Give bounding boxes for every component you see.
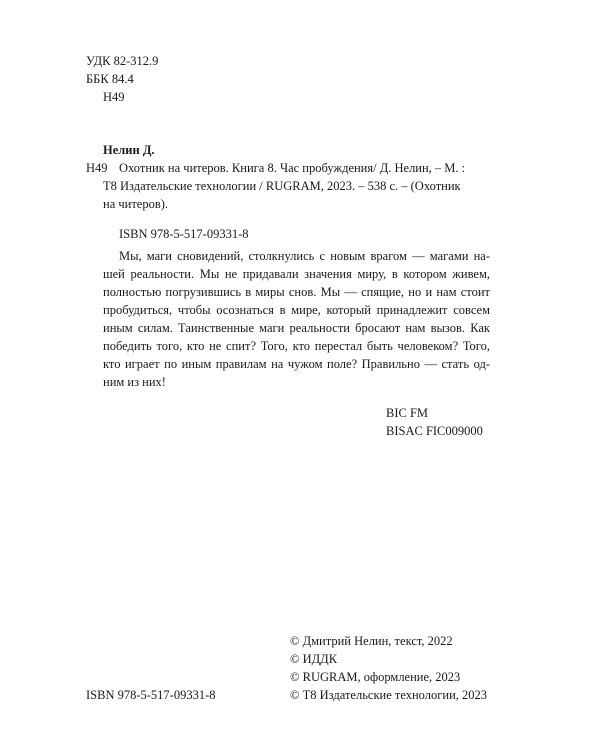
- description-line-3: на читеров).: [103, 197, 169, 211]
- bisac-code: BISAC FIC009000: [386, 424, 483, 438]
- description-line-1: Охотник на читеров. Книга 8. Час пробуждения/ Д. Нелин, – М. :: [119, 161, 466, 175]
- copyright-line: © ИДДК: [290, 652, 338, 666]
- description-line-2: Т8 Издательские технологии / RUGRAM, 2023. – 538 с. – (Охотник: [103, 179, 461, 193]
- bic-code: BIC FM: [386, 406, 429, 420]
- author-mark: Н49: [103, 90, 125, 104]
- footer-isbn: ISBN 978-5-517-09331-8: [86, 688, 216, 702]
- annotation-line: полностью погрузившись в миры снов. Мы — спящие, но и нам стоит: [103, 285, 490, 299]
- annotation-line: кто играет по иным правилам на чужом поле? Правильно — стать од-: [103, 357, 490, 371]
- author-heading: Нелин Д.: [103, 143, 155, 157]
- isbn-line: ISBN 978-5-517-09331-8: [119, 227, 249, 241]
- copyright-line: © Дмитрий Нелин, текст, 2022: [290, 634, 453, 648]
- bbk-code: ББК 84.4: [86, 72, 134, 86]
- annotation-line: Мы, маги сновидений, столкнулись с новым врагом — магами на-: [119, 249, 490, 263]
- author-mark-left: Н49: [86, 161, 108, 175]
- annotation-line: шей реальности. Мы не придавали значения миру, в котором живем,: [103, 267, 490, 281]
- annotation-line: иным силам. Таинственные маги реальности бросают нам вызов. Как: [103, 321, 490, 335]
- copyright-line: © Т8 Издательские технологии, 2023: [290, 688, 488, 702]
- annotation-line: победить того, кто не спит? Того, кто перестал быть человеком? Того,: [103, 339, 490, 353]
- annotation-line: ним из них!: [103, 375, 166, 389]
- udk-code: УДК 82-312.9: [86, 54, 159, 68]
- copyright-line: © RUGRAM, оформление, 2023: [290, 670, 461, 684]
- annotation-line: пробудиться, чтобы осознаться в мире, который принадлежит совсем: [103, 303, 490, 317]
